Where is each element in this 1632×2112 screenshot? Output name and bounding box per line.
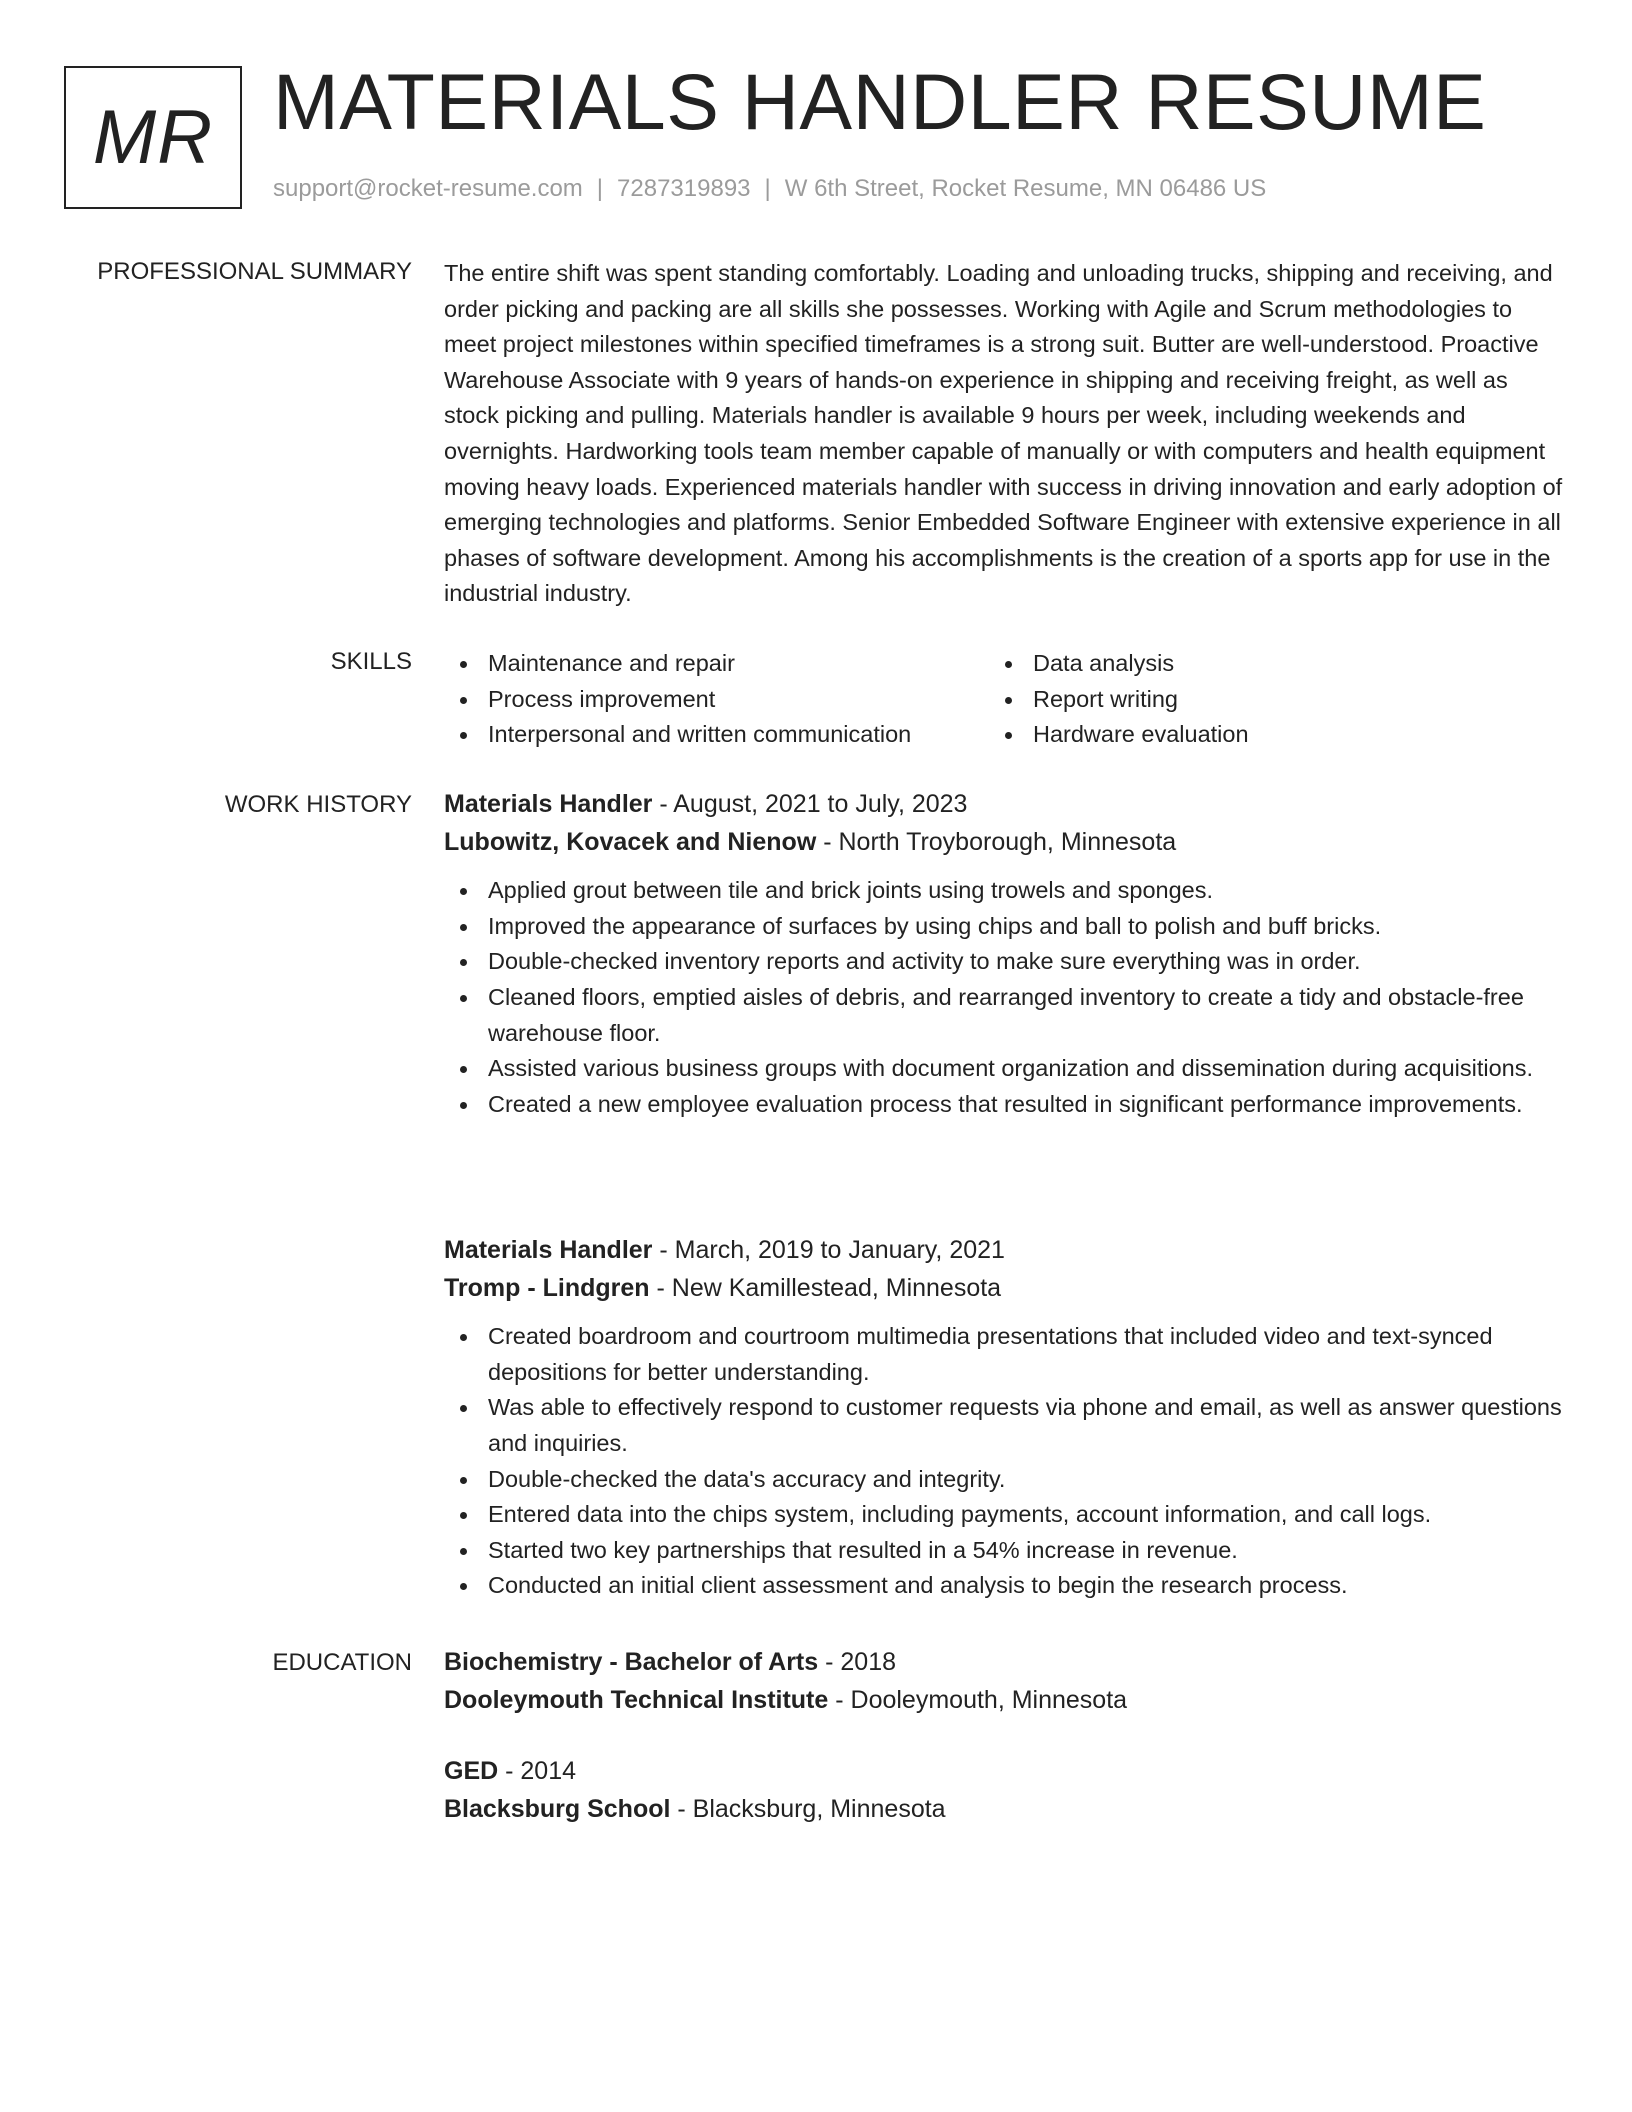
skill-item: Report writing [989, 682, 1534, 718]
skill-item: Maintenance and repair [444, 646, 989, 682]
job-entry [444, 786, 1564, 1122]
job-duty-item: Assisted various business groups with document organization and dissemination during acquisitions. [444, 1051, 1564, 1087]
contact-email[interactable]: support@rocket-resume.com [273, 175, 583, 202]
skills-column-right [989, 646, 1534, 753]
skills-list [444, 646, 1564, 753]
job-duty-item: Started two key partnerships that resulted in a 54% increase in revenue. [444, 1533, 1564, 1569]
section-label-work: WORK HISTORY [224, 791, 412, 818]
job-title: Materials Handler [444, 1236, 653, 1264]
job-company-line [444, 1270, 1564, 1308]
contact-line [273, 174, 1266, 204]
skill-item: Process improvement [444, 682, 989, 718]
monogram-box [64, 66, 242, 209]
job-title: Materials Handler [444, 790, 653, 818]
job-company: Lubowitz, Kovacek and Nienow [444, 827, 817, 856]
skill-item: Interpersonal and written communication [444, 717, 989, 753]
job-location: - North Troyborough, Minnesota [816, 827, 1177, 856]
contact-phone[interactable]: 7287319893 [617, 175, 751, 202]
job-duty-item: Double-checked inventory reports and activity to make sure everything was in order. [444, 944, 1564, 980]
education-school: Blacksburg School [444, 1794, 671, 1823]
education-entry [444, 1644, 1564, 1719]
job-company-line [444, 824, 1564, 862]
skill-item: Data analysis [989, 646, 1534, 682]
skill-item: Hardware evaluation [989, 717, 1534, 753]
contact-separator: | [596, 175, 604, 202]
education-degree: GED [444, 1757, 499, 1785]
job-duty-item: Cleaned floors, emptied aisles of debris, and rearranged inventory to create a tidy and obstacle-free warehouse floor. [444, 980, 1564, 1051]
contact-separator: | [764, 175, 771, 202]
job-duty-item: Applied grout between tile and brick joints using trowels and sponges. [444, 873, 1564, 909]
job-duty-item: Improved the appearance of surfaces by using chips and ball to polish and buff bricks. [444, 909, 1564, 945]
job-entry [444, 1232, 1564, 1604]
education-year: - 2014 [498, 1757, 577, 1785]
education-location: - Dooleymouth, Minnesota [828, 1685, 1128, 1714]
section-label-education: EDUCATION [272, 1649, 412, 1676]
job-location: - New Kamillestead, Minnesota [649, 1273, 1002, 1302]
education-degree: Biochemistry - Bachelor of Arts [444, 1648, 819, 1676]
education-entry [444, 1753, 1564, 1828]
job-duty-item: Conducted an initial client assessment and analysis to begin the research process. [444, 1568, 1564, 1604]
job-duty-item: Created boardroom and courtroom multimedia presentations that included video and text-synced depositions for better understanding. [444, 1319, 1564, 1390]
section-label-summary: PROFESSIONAL SUMMARY [97, 258, 412, 285]
job-dates: - March, 2019 to January, 2021 [652, 1236, 1005, 1264]
job-duty-item: Was able to effectively respond to customer requests via phone and email, as well as answer questions and inquiries. [444, 1390, 1564, 1461]
job-company: Tromp - Lindgren [444, 1273, 650, 1302]
summary-text: The entire shift was spent standing comfortably. Loading and unloading trucks, shipping and receiving, and order picking and packing are all skills she possesses. Working with Agile and Scrum methodologies to meet project milestones within specified timeframes is a strong suit. Butter are well-understood. Proactive Warehouse Associate with 9 years of hands-on experience in shipping and receiving freight, as well as stock picking and pulling. Materials handler is available 9 hours per week, including weekends and overnights. Hardworking tools team member capable of manually or with computers and health equipment moving heavy loads. Experienced materials handler with success in driving innovation and early adoption of emerging technologies and platforms. Senior Embedded Software Engineer with extensive experience in all phases of software development. Among his accomplishments is the creation of a sports app for use in the industrial industry. [444, 260, 1563, 607]
education-school-line [444, 1791, 1564, 1829]
education-school: Dooleymouth Technical Institute [444, 1685, 829, 1714]
education-degree-line [444, 1644, 1564, 1682]
education-year: - 2018 [818, 1648, 897, 1676]
job-duty-item: Double-checked the data's accuracy and integrity. [444, 1462, 1564, 1498]
monogram-initials: MR [92, 94, 214, 180]
education-school-line [444, 1682, 1564, 1720]
resume-title: MATERIALS HANDLER RESUME [273, 57, 1487, 146]
job-duty-item: Created a new employee evaluation process that resulted in significant performance improvements. [444, 1087, 1564, 1123]
job-dates: - August, 2021 to July, 2023 [652, 790, 968, 818]
education-location: - Blacksburg, Minnesota [670, 1794, 946, 1823]
job-title-line [444, 786, 1564, 824]
job-title-line [444, 1232, 1564, 1270]
skills-column-left [444, 646, 989, 753]
job-duty-item: Entered data into the chips system, including payments, account information, and call logs. [444, 1497, 1564, 1533]
job-duties [444, 1319, 1564, 1604]
education-degree-line [444, 1753, 1564, 1791]
section-label-skills: SKILLS [330, 648, 412, 675]
contact-address: W 6th Street, Rocket Resume, MN 06486 US [784, 175, 1267, 202]
job-duties [444, 873, 1564, 1122]
